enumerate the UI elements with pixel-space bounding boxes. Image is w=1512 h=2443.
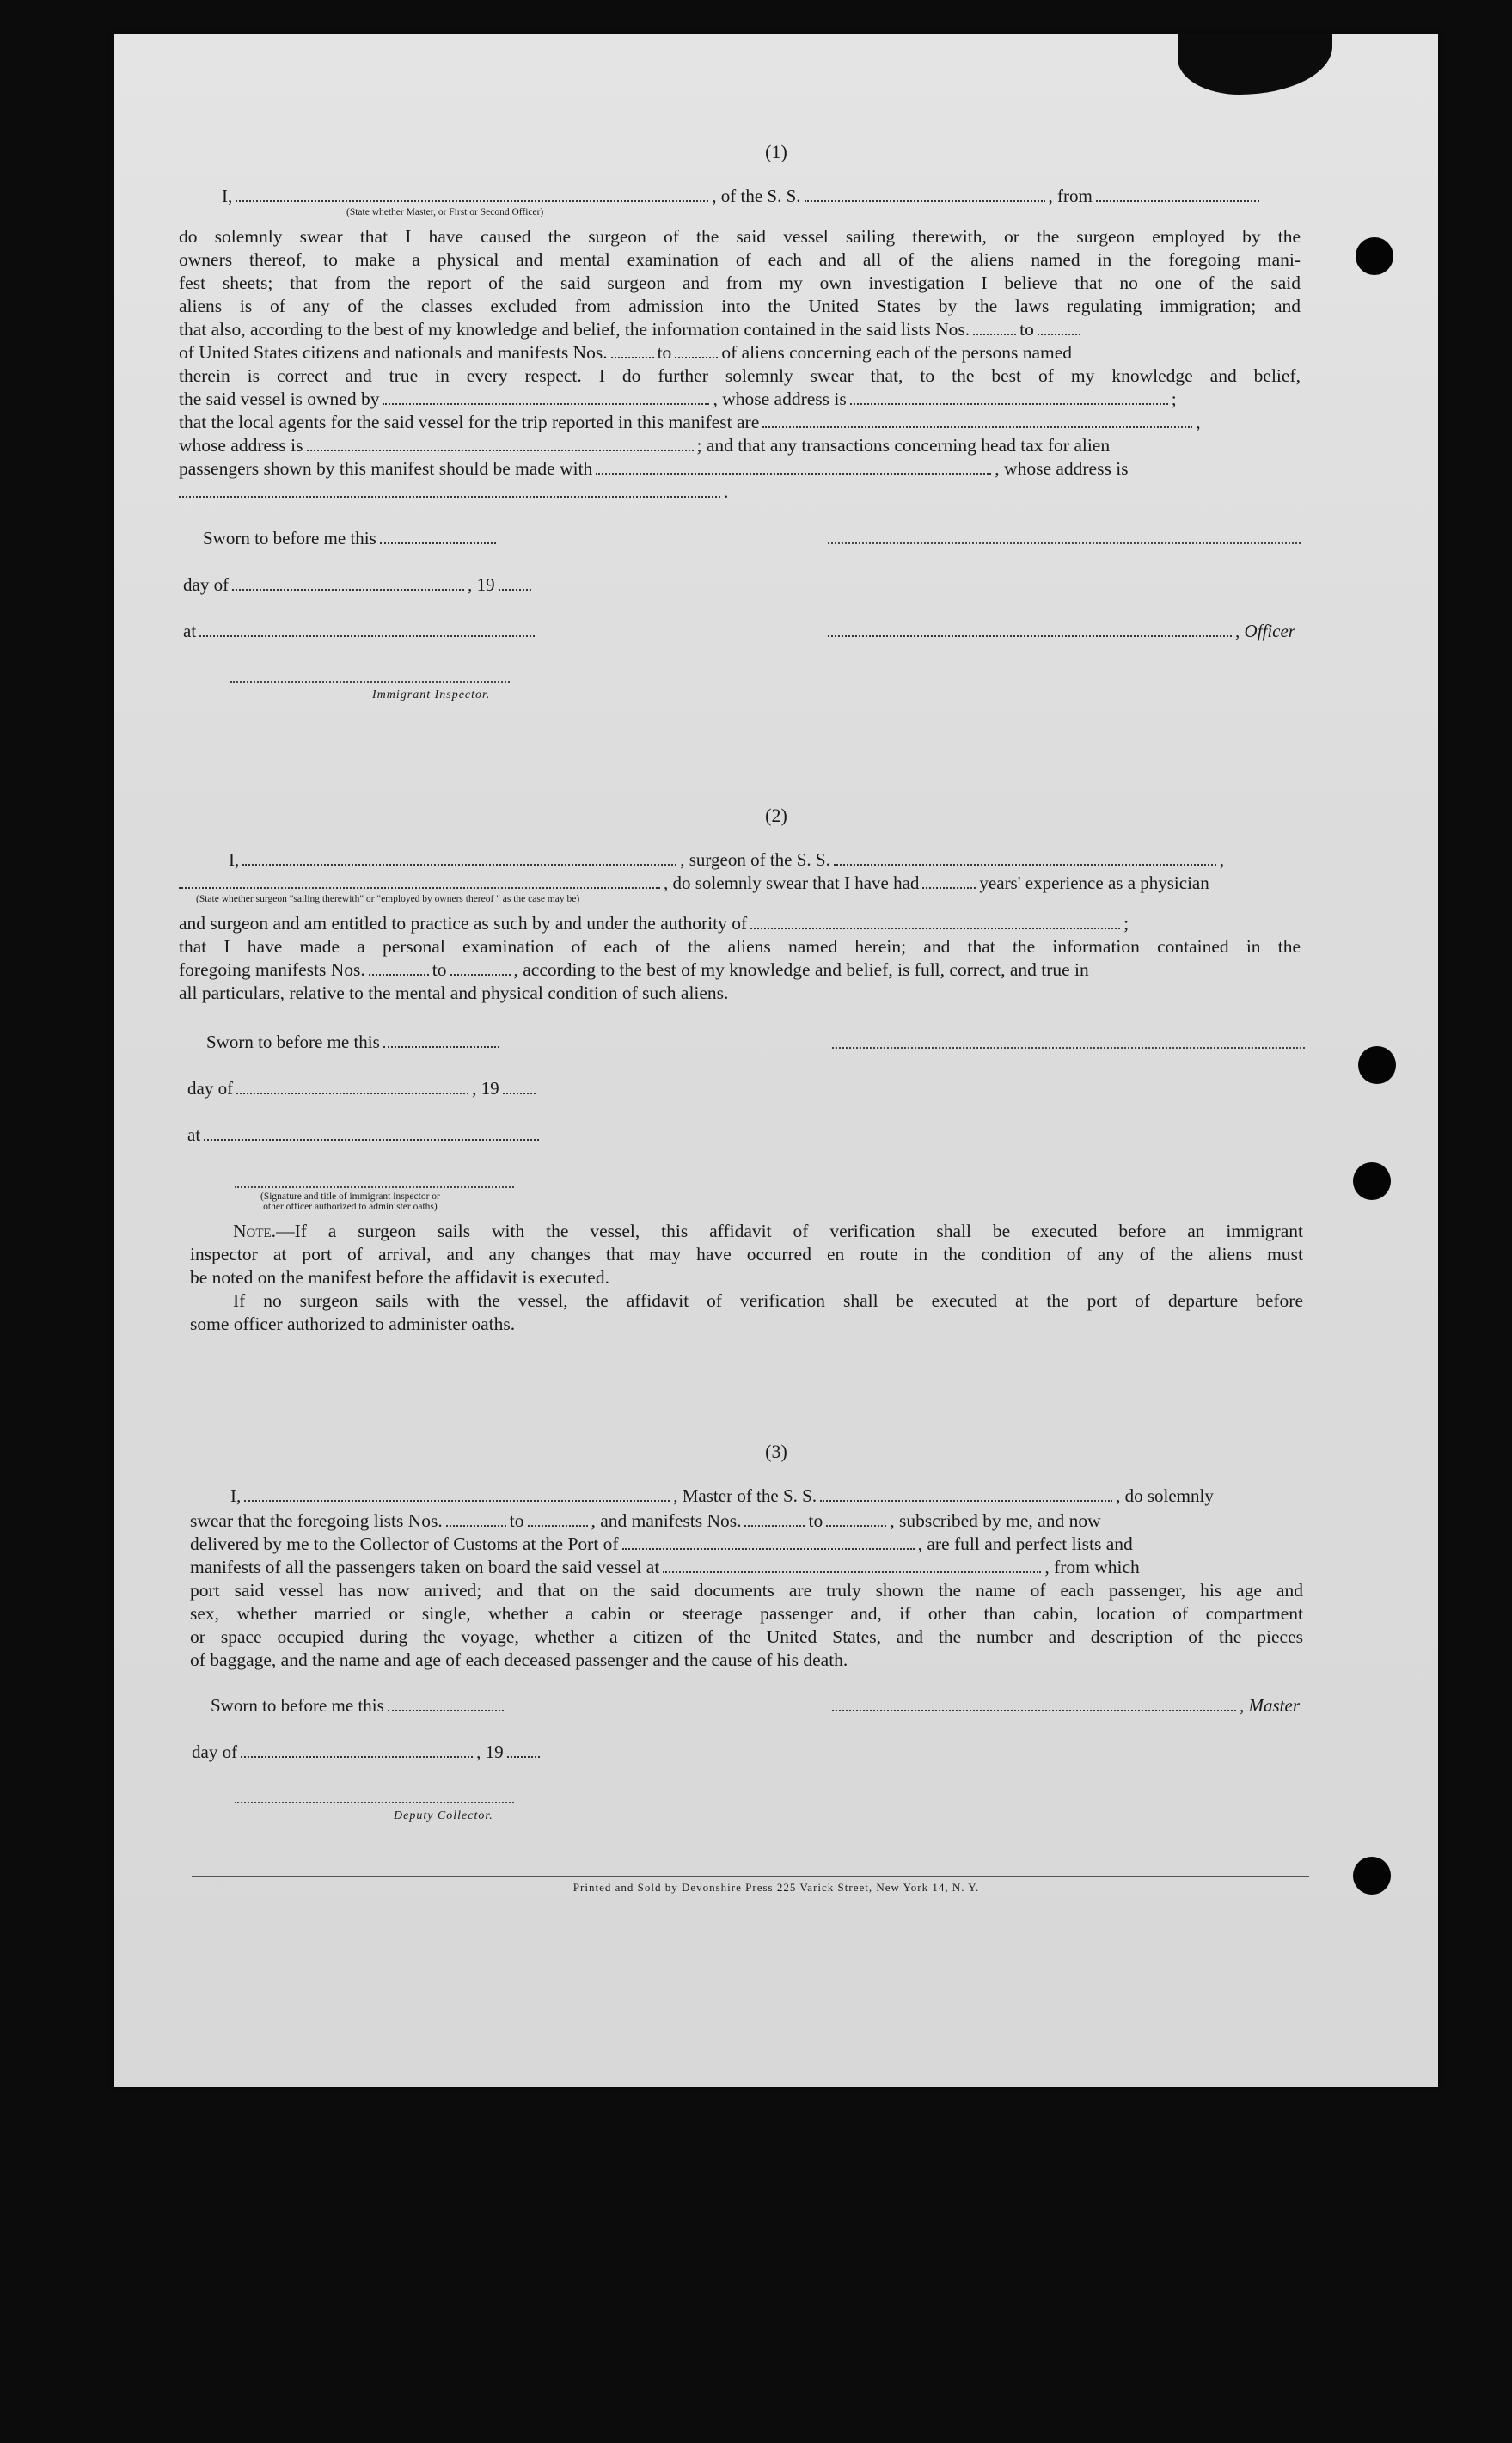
s2-body-line-2: that I have made a personal examination of each of the aliens named herein; and that the information contained in the	[179, 936, 1301, 957]
s2-day-of: day of , 19	[187, 1080, 539, 1098]
s2-body-line-3: foregoing manifests Nos. to , according to the best of my knowledge and belief, is full, correct, and true in	[179, 959, 1089, 980]
s2-inspector-line	[235, 1186, 514, 1188]
section-3-number: (3)	[765, 1441, 787, 1462]
s3-body-line-4: port said vessel has now arrived; and that on the said documents are truly shown the name of each passenger, his age and	[190, 1580, 1303, 1601]
s3-body-line-7: of baggage, and the name and age of each deceased passenger and the cause of his death.	[190, 1650, 848, 1670]
s2-at: at	[187, 1126, 542, 1144]
s2-signature-line	[832, 1047, 1305, 1049]
s1-inspector-line	[230, 681, 510, 683]
footer-rule	[192, 1876, 1309, 1877]
s3-body-line-3: manifests of all the passengers taken on board the said vessel at , from which	[190, 1557, 1140, 1577]
s1-officer: , Officer	[828, 622, 1295, 640]
s1-body-line-2: owners thereof, to make a physical and mental examination of each and all of the aliens named in the foregoing mani-	[179, 249, 1301, 270]
s1-sworn: Sworn to before me this	[203, 530, 499, 548]
punch-hole-3	[1353, 1162, 1391, 1200]
s1-body-line-9: that the local agents for the said vessel for the trip reported in this manifest are ,	[179, 412, 1201, 432]
s1-caption: (State whether Master, or First or Second Officer)	[346, 207, 544, 217]
s1-inspector-caption: Immigrant Inspector.	[372, 689, 491, 701]
s2-body-line-4: all particulars, relative to the mental and physical condition of such aliens.	[179, 983, 729, 1003]
s3-body	[190, 1509, 1303, 1672]
punch-hole-1	[1356, 237, 1393, 275]
s1-at: at	[183, 622, 538, 640]
s3-body-line-2: delivered by me to the Collector of Customs at the Port of , are full and perfect lists and	[190, 1534, 1133, 1554]
s3-sworn: Sworn to before me this	[211, 1697, 507, 1715]
s2-body-line-1: and surgeon and am entitled to practice as such by and under the authority of ;	[179, 913, 1129, 934]
s2-note-line-2: inspector at port of arrival, and any changes that may have occurred en route in the condition of any of the aliens must	[190, 1244, 1303, 1264]
s3-collector-line	[235, 1802, 514, 1803]
s3-day-of: day of , 19	[192, 1743, 543, 1761]
s1-body	[179, 225, 1301, 504]
s3-body-line-6: or space occupied during the voyage, whether a citizen of the United States, and the number and description of the pieces	[190, 1626, 1303, 1647]
s3-master: , Master	[832, 1697, 1300, 1715]
s1-line-I: I, , of the S. S. , from	[222, 187, 1263, 205]
s1-body-line-11: passengers shown by this manifest should be made with , whose address is	[179, 458, 1129, 479]
punch-hole-4	[1353, 1857, 1391, 1895]
s3-line-I: I, , Master of the S. S. , do solemnly	[230, 1485, 1214, 1506]
printer-footer: Printed and Sold by Devonshire Press 225 Varick Street, New York 14, N. Y.	[572, 1881, 980, 1894]
s2-body	[179, 912, 1301, 1005]
s2-note-line-3: be noted on the manifest before the affidavit is executed.	[190, 1267, 609, 1288]
s2-line-I: I, , surgeon of the S. S. ,	[229, 849, 1225, 870]
s3-body-line-1: swear that the foregoing lists Nos. to , and manifests Nos. to , subscribed by me, and now	[190, 1510, 1101, 1531]
s1-body-line-10: whose address is ; and that any transactions concerning head tax for alien	[179, 435, 1111, 456]
s1-body-line-8: the said vessel is owned by , whose address is ;	[179, 389, 1177, 409]
manifest-page	[114, 34, 1438, 2087]
show-through-header	[278, 95, 879, 120]
s1-body-line-7: therein is correct and true in every respect. I do further solemnly swear that, to the best of my knowledge and belief,	[179, 365, 1301, 386]
s2-note	[190, 1220, 1303, 1336]
s2-note-line-4: If no surgeon sails with the vessel, the affidavit of verification shall be executed at the port of departure before	[233, 1290, 1303, 1311]
s1-body-line-4: aliens is of any of the classes excluded from admission into the United States by the laws regulating immigration; and	[179, 296, 1301, 316]
punch-hole-2	[1358, 1046, 1396, 1084]
s1-body-line-1: do solemnly swear that I have caused the surgeon of the said vessel sailing therewith, or the surgeon employed by the	[179, 226, 1301, 247]
s1-body-line-12: .	[179, 481, 1301, 504]
s2-sworn: Sworn to before me this	[206, 1033, 503, 1051]
s3-collector-caption: Deputy Collector.	[394, 1809, 493, 1822]
s1-body-line-5: that also, according to the best of my knowledge and belief, the information contained in the said lists Nos. to	[179, 318, 1301, 341]
s1-body-line-3: fest sheets; that from the report of the said surgeon and from my own investigation I believe that no one of the said	[179, 272, 1301, 293]
s1-signature-line	[828, 542, 1301, 544]
s2-note-line-5: some officer authorized to administer oaths.	[190, 1313, 516, 1334]
s1-body-line-6: of United States citizens and nationals and manifests Nos. to of aliens concerning each of the persons named	[179, 342, 1073, 363]
s1-day-of: day of , 19	[183, 576, 535, 594]
section-1-number: (1)	[765, 141, 787, 162]
s2-caption: (State whether surgeon "sailing therewith" or "employed by owners thereof " as the case may be)	[196, 894, 580, 904]
s2-line-2: , do solemnly swear that I have had years' experience as a physician	[179, 874, 1209, 892]
s2-signature-caption: (Signature and title of immigrant inspector or other officer authorized to administer oaths)	[260, 1191, 440, 1212]
section-2-number: (2)	[765, 805, 787, 826]
s2-note-line-1: Note.—If a surgeon sails with the vessel, this affidavit of verification shall be executed before an immigrant	[233, 1221, 1303, 1241]
s3-body-line-5: sex, whether married or single, whether a cabin or steerage passenger and, if other than cabin, location of compartment	[190, 1603, 1303, 1624]
